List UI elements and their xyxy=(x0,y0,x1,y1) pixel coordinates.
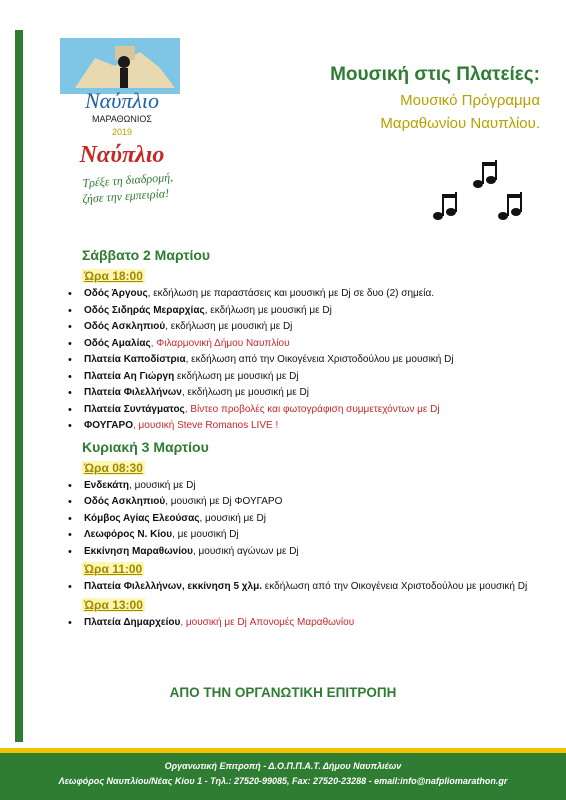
footer-contact: Λεωφόρος Ναυπλίου/Νέας Κίου 1 - Τηλ.: 27520-99085, Fax: 27520-23288 - email:info@nafpliomarathon.gr xyxy=(58,776,508,786)
list-item: • Πλατεία Αη Γιώργη εκδήλωση με μουσική με Dj xyxy=(62,369,542,386)
list-item: • Κόμβος Αγίας Ελεούσας, μουσική με Dj xyxy=(62,511,542,528)
saturday-title: Σάββατο 2 Μαρτίου xyxy=(82,247,211,263)
marathon-logo xyxy=(60,38,200,208)
list-item: • Πλατεία Φιλελλήνων, εκκίνηση 5 χλμ. εκδήλωση από την Οικογένεια Χριστοδούλου με μουσική Dj xyxy=(62,579,542,596)
footer-organizer: Οργανωτική Επιτροπή - Δ.Ο.Π.Π.Α.Τ. Δήμου Ναυπλιέων xyxy=(164,761,402,771)
list-item: • Οδός Ασκληπιού, μουσική με Dj ΦΟΥΓΑΡΟ xyxy=(62,494,542,511)
list-item: • Εκκίνηση Μαραθωνίου, μουσική αγώνων με Dj xyxy=(62,544,542,561)
music-notes-decoration xyxy=(430,158,540,228)
svg-text:Ναύπλιο: Ναύπλιο xyxy=(85,88,159,113)
page-title: Μουσική στις Πλατείες: xyxy=(330,64,540,85)
list-item: • Οδός Αμαλίας, Φιλαρμονική Δήμου Ναυπλίου xyxy=(62,336,542,353)
music-notes-icon xyxy=(430,158,540,228)
svg-text:Τρέξε τη διαδρομή,: Τρέξε τη διαδρομή, xyxy=(81,169,174,191)
saturday-time: Ώρα 18:00 xyxy=(84,269,143,283)
page-subtitle-2: Μαραθωνίου Ναυπλίου. xyxy=(380,115,540,132)
svg-text:ζήσε την εμπειρία!: ζήσε την εμπειρία! xyxy=(81,185,170,207)
program-content xyxy=(62,247,542,631)
list-item: • Οδός Σιδηράς Μεραρχίας, εκδήλωση με μουσική με Dj xyxy=(62,303,542,320)
sunday-time-2: Ώρα 11:00 xyxy=(84,562,143,576)
svg-text:ΜΑΡΑΘΩΝΙΟΣ: ΜΑΡΑΘΩΝΙΟΣ xyxy=(92,114,152,124)
marathon-logo-graphic xyxy=(60,38,200,208)
list-item: • Πλατεία Φιλελλήνων, εκδήλωση με μουσική με Dj xyxy=(62,385,542,402)
sunday-list-3 xyxy=(62,615,542,632)
sunday-time-1: Ώρα 08:30 xyxy=(84,460,143,475)
sunday-time-3: Ώρα 13:00 xyxy=(84,597,143,612)
left-green-bar xyxy=(15,30,23,742)
page-footer xyxy=(0,753,566,800)
list-item: • Ενδεκάτη, μουσική με Dj xyxy=(62,478,542,495)
list-item: • Λεωφόρος Ν. Κίου, με μουσική Dj xyxy=(62,527,542,544)
list-item: • Πλατεία Δημαρχείου, μουσική με Dj Απονομές Μαραθωνίου xyxy=(62,615,542,632)
sunday-title: Κυριακή 3 Μαρτίου xyxy=(82,438,209,455)
sunday-list-1 xyxy=(62,478,542,561)
organizing-committee-note: ΑΠΟ ΤΗΝ ΟΡΓΑΝΩΤΙΚΗ ΕΠΙΤΡΟΠΗ xyxy=(169,685,397,700)
svg-text:2019: 2019 xyxy=(111,127,133,137)
page-subtitle-1: Μουσικό Πρόγραμμα xyxy=(400,92,540,109)
saturday-list xyxy=(62,286,542,435)
list-item: • Οδός Άργους, εκδήλωση με παραστάσεις και μουσική με Dj σε δυο (2) σημεία. xyxy=(62,286,542,303)
list-item: • Οδός Ασκληπιού, εκδήλωση με μουσική με Dj xyxy=(62,319,542,336)
page-header xyxy=(260,64,540,138)
list-item: • ΦΟΥΓΑΡΟ, μουσική Steve Romanos LIVE ! xyxy=(62,418,542,435)
sunday-list-2 xyxy=(62,579,542,596)
svg-text:Ναύπλιο: Ναύπλιο xyxy=(79,142,165,168)
list-item: • Πλατεία Καποδίστρια, εκδήλωση από την Οικογένεια Χριστοδούλου με μουσική Dj xyxy=(62,352,542,369)
list-item: • Πλατεία Συντάγματος, Βίντεο προβολές και φωτογράφιση συμμετεχόντων με Dj xyxy=(62,402,542,419)
